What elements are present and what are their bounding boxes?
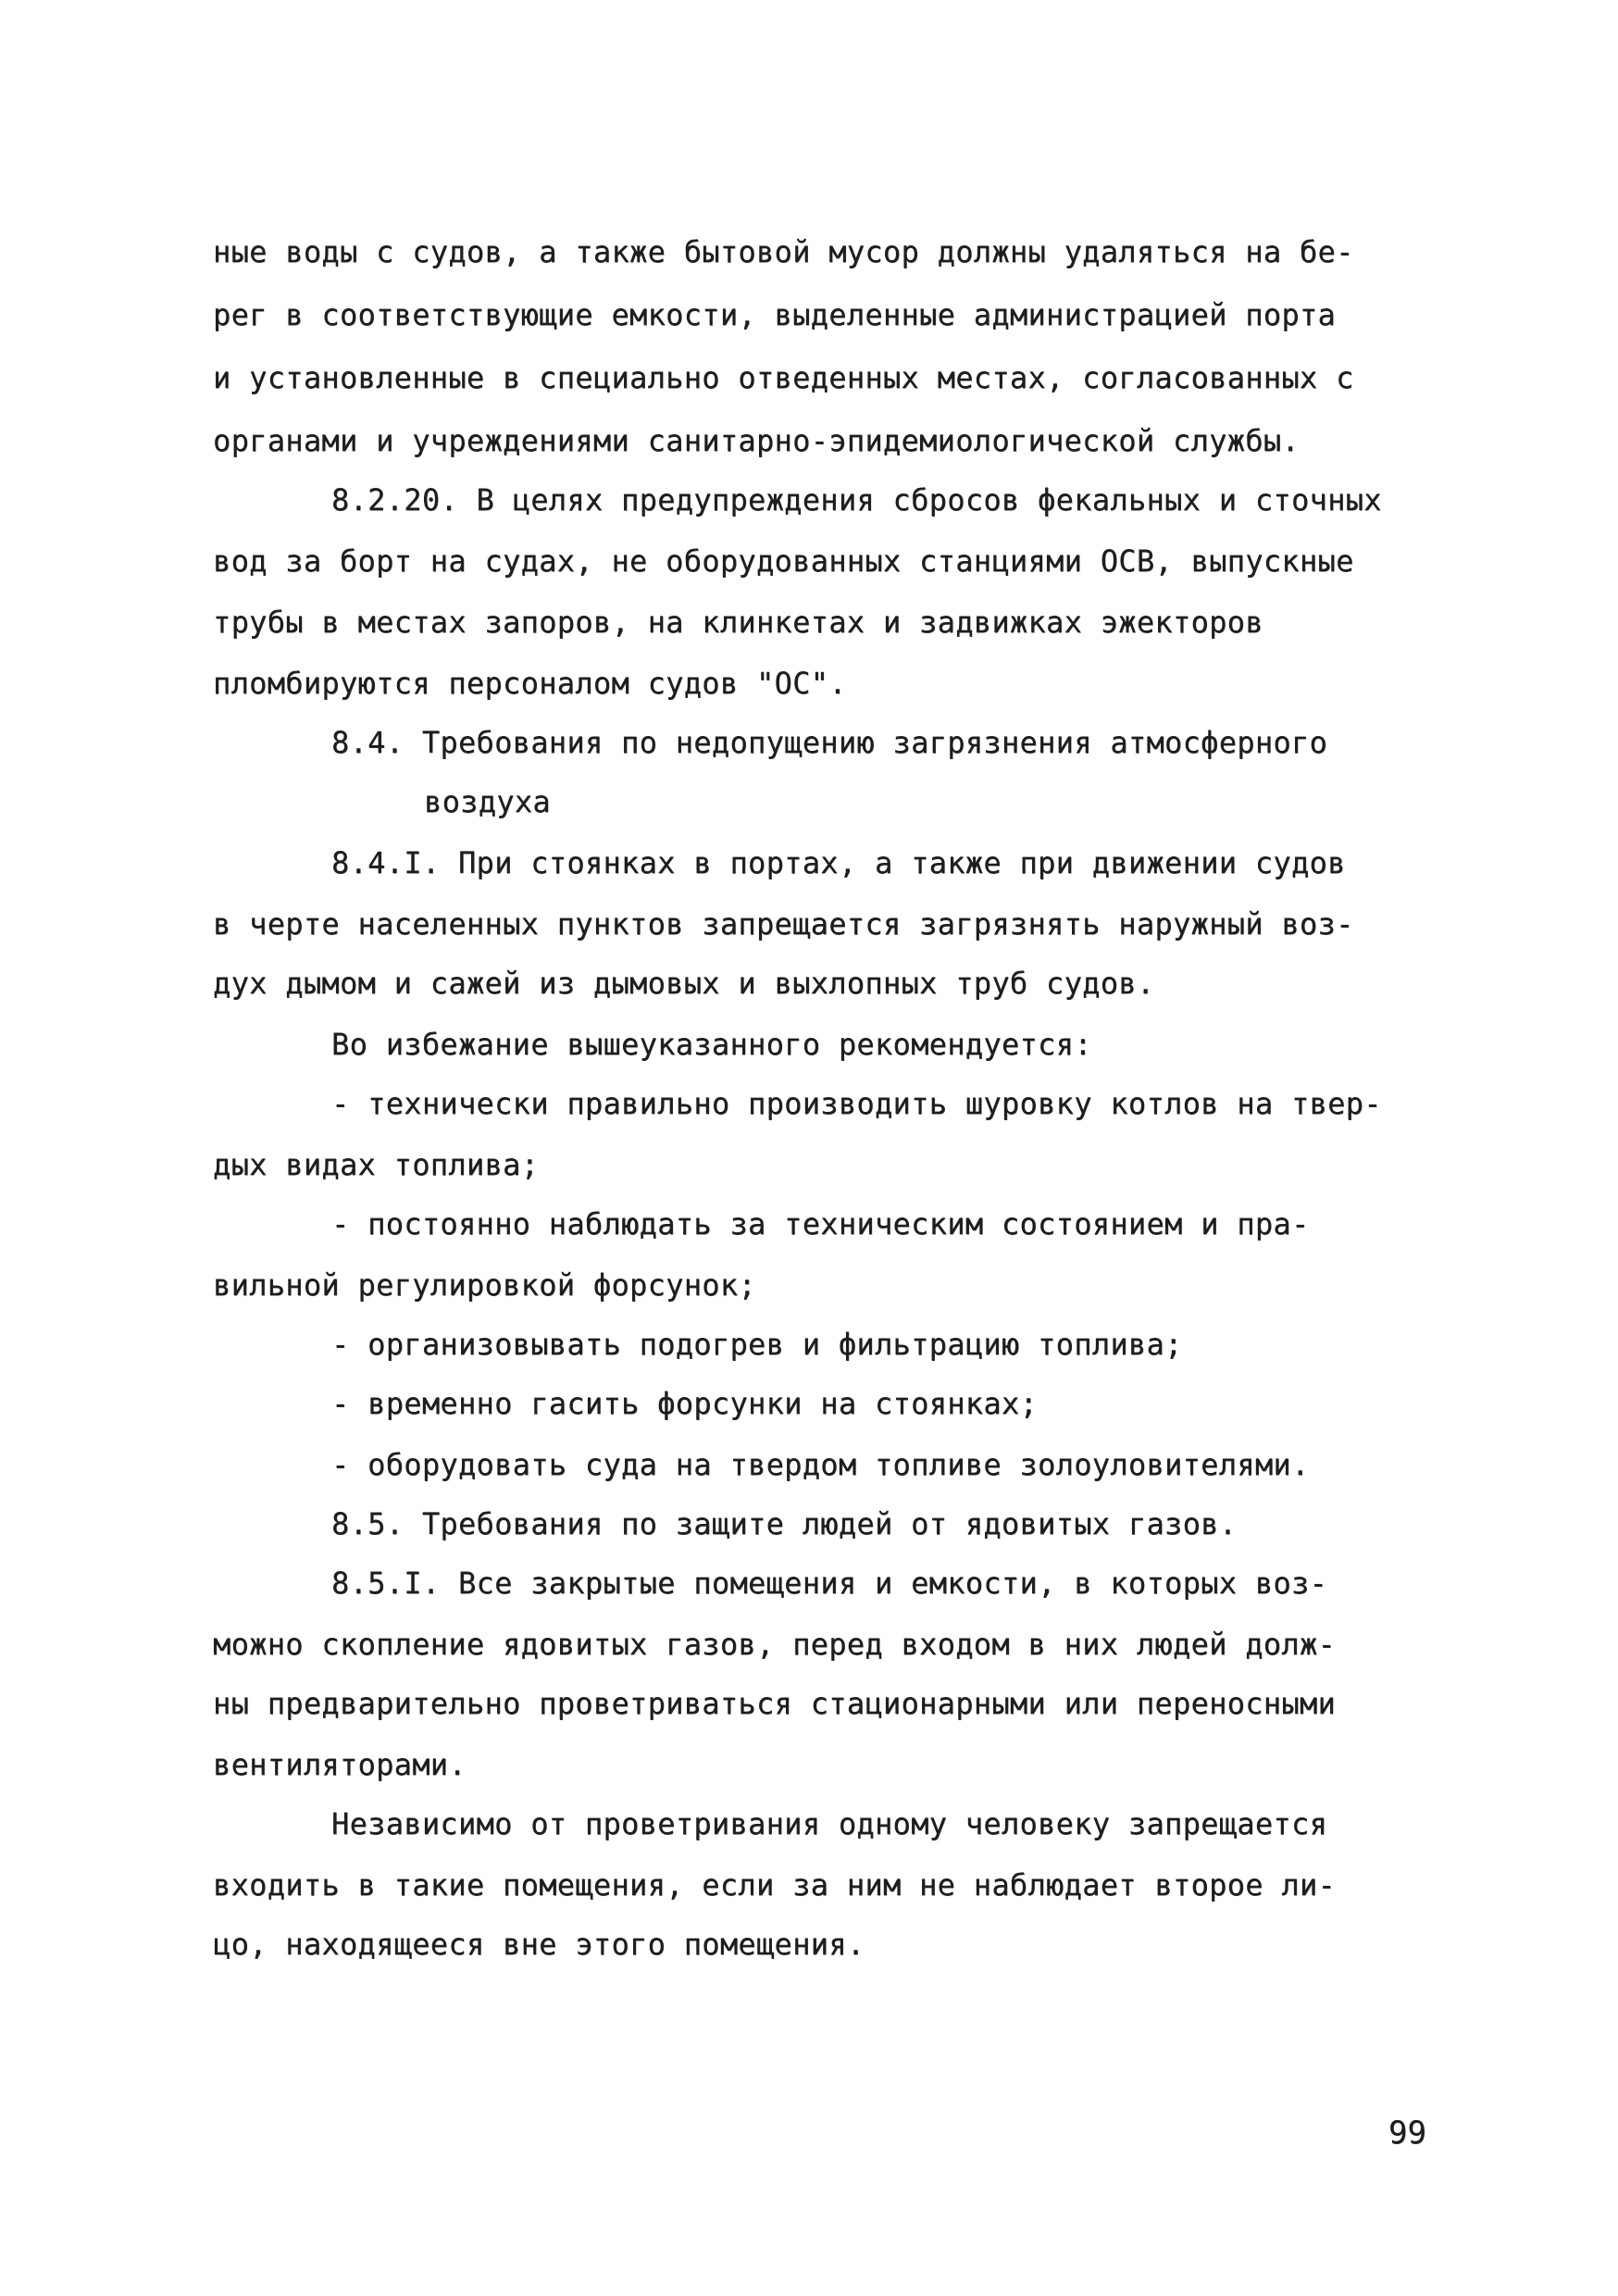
text-line: вентиляторами. (213, 1747, 467, 1782)
text-line: цо, находящееся вне этого помещения. (213, 1927, 865, 1962)
text-line: Независимо от проветривания одному человеку запрещается (331, 1806, 1328, 1841)
page-number: 99 (1388, 2115, 1426, 2152)
list-item: - организовывать подогрев и фильтрацию топлива; (331, 1327, 1183, 1362)
text-line: пломбируются персоналом судов "ОС". (213, 666, 847, 701)
section-heading: 8.4. Требования по недопущению загрязнения атмосферного (331, 725, 1328, 760)
list-item: - технически правильно производить шуровку котлов на твер- (331, 1086, 1382, 1121)
text-line: рег в соответствующие емкости, выделенные администрацией порта (213, 297, 1337, 332)
text-line: и установленные в специально отведенных местах, согласованных с (213, 360, 1354, 395)
list-item: - оборудовать суда на твердом топливе золоуловителями. (331, 1447, 1310, 1482)
text-line: в черте населенных пунктов запрещается загрязнять наружный воз- (213, 906, 1354, 942)
text-line: вод за борт на судах, не оборудованных станциями ОСВ, выпускные (213, 543, 1354, 579)
section-heading: 8.5. Требования по защите людей от ядовитых газов. (331, 1506, 1238, 1541)
text-line: органами и учреждениями санитарно-эпидемиологической службы. (213, 423, 1300, 458)
text-line: входить в такие помещения, если за ним не наблюдает второе ли- (213, 1867, 1337, 1903)
list-item-continued: дых видах топлива; (213, 1147, 540, 1182)
list-item: - временно гасить форсунки на стоянках; (331, 1386, 1039, 1421)
text-line: 8.4.I. При стоянках в портах, а также при движении судов (331, 845, 1346, 880)
text-line: ные воды с судов, а также бытовой мусор должны удаляться на бе- (213, 234, 1354, 269)
section-heading-continued: воздуха (424, 784, 551, 819)
text-line: Во избежание вышеуказанного рекомендуется: (331, 1027, 1092, 1062)
text-line: дух дымом и сажей из дымовых и выхлопных труб судов. (213, 966, 1155, 1001)
text-line: ны предварительно проветриваться стационарными или переносными (213, 1686, 1337, 1721)
text-line: 8.2.20. В целях предупреждения сбросов фекальных и сточных (331, 482, 1382, 518)
text-line: можно скопление ядовитых газов, перед входом в них людей долж- (213, 1627, 1337, 1662)
list-item-continued: вильной регулировкой форсунок; (213, 1267, 756, 1303)
list-item: - постоянно наблюдать за техническим состоянием и пра- (331, 1206, 1310, 1242)
text-line: 8.5.I. Все закрытые помещения и емкости, в которых воз- (331, 1566, 1328, 1601)
text-line: трубы в местах запоров, на клинкетах и задвижках эжекторов (213, 605, 1263, 640)
